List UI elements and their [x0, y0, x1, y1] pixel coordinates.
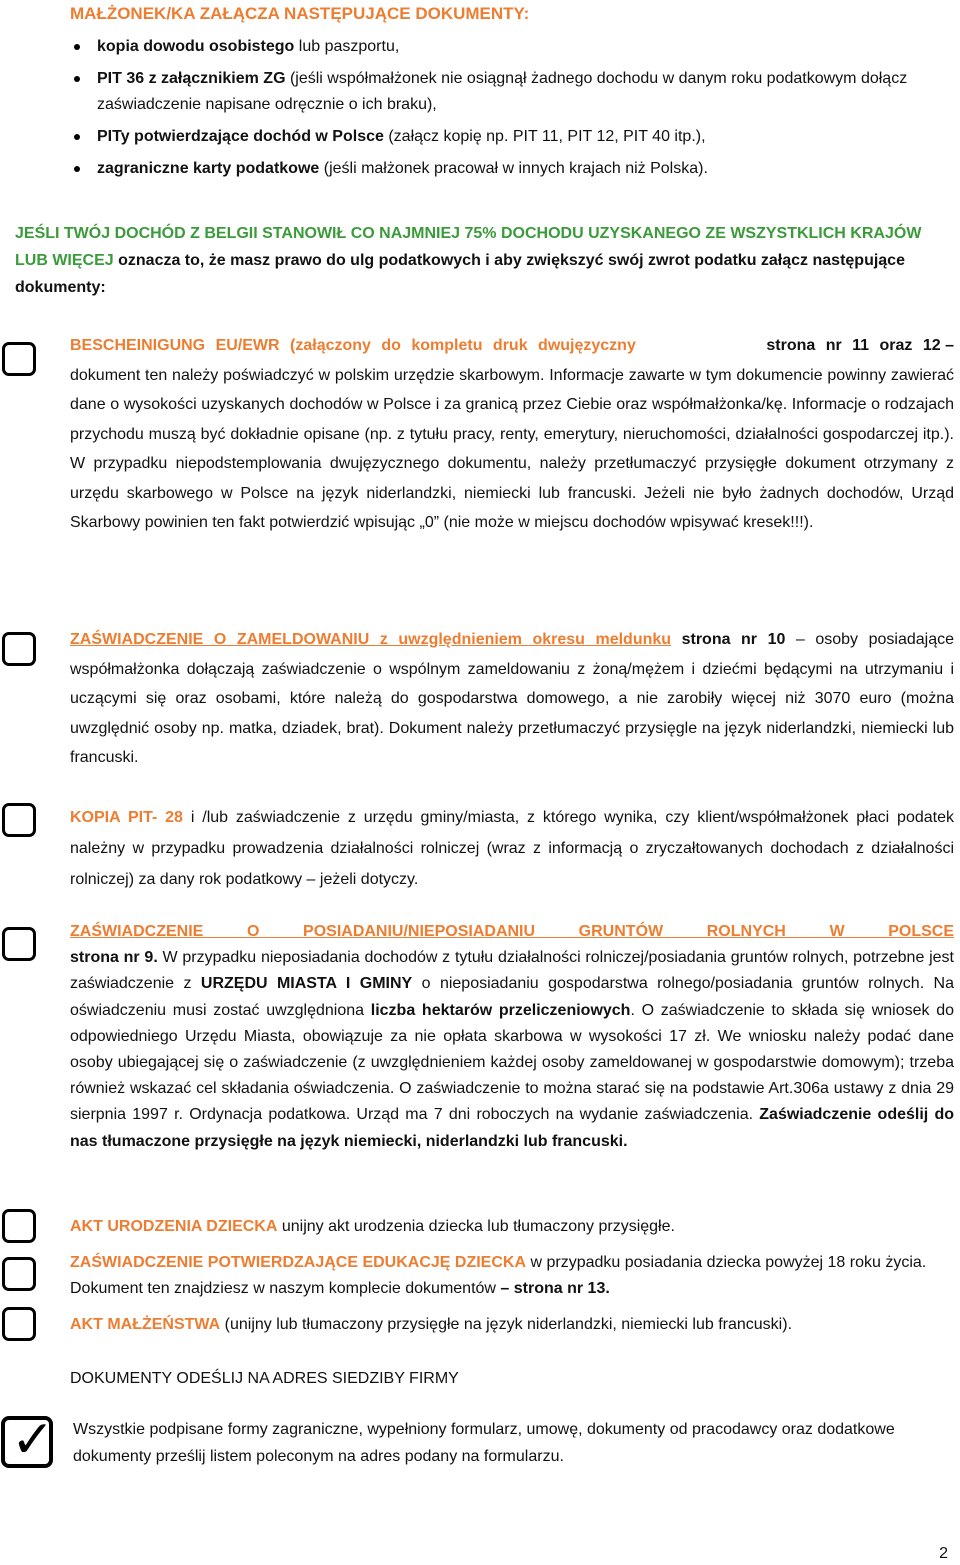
item-education: ZAŚWIADCZENIE POTWIERDZAJĄCE EDUKACJĘ DZIECKA w przypadku posiadania dziecka powyżej 18 roku życia. Dokument ten znajdziesz w naszym komplecie dokumentów – strona nr 13.: [70, 1254, 927, 1297]
checkbox-birth-certificate[interactable]: [2, 1209, 36, 1243]
checkbox-education[interactable]: [2, 1257, 36, 1291]
checkbox-marriage-certificate[interactable]: [2, 1307, 36, 1341]
notice-highlight: JEŚLI TWÓJ DOCHÓD Z BELGII STANOWIŁ CO NAJMNIEJ 75% DOCHODU UZYSKANEGO ZE WSZYSTKLICH KRAJÓW LUB WIĘCEJ: [15, 225, 922, 269]
item-marriage-certificate: AKT MAŁŻEŃSTWA (unijny lub tłumaczony przysięgłe na język niderlandzki, niemiecki lub francuski).: [70, 1316, 793, 1333]
list-item: kopia dowodu osobistego lub paszportu,: [60, 34, 940, 60]
final-note: Wszystkie podpisane formy zagraniczne, wypełniony formularz, umowę, dokumenty od pracodawcy oraz dodatkowe dokumenty prześlij listem poleconym na adres podany na formularzu.: [73, 1421, 895, 1465]
notice-text: oznacza to, że masz prawo do ulg podatkowych i aby zwiększyć swój zwrot podatku załącz następujące dokumenty:: [15, 252, 905, 296]
spouse-documents-heading: MAŁŻONEK/KA ZAŁĄCZA NASTĘPUJĄCE DOKUMENTY:: [70, 4, 530, 23]
checkbox-checked[interactable]: [1, 1410, 55, 1470]
list-item: PIT 36 z załącznikiem ZG (jeśli współmałżonek nie osiągnął żadnego dochodu w danym roku podatkowym dołącz zaświadczenie napisane odręcznie o ich braku),: [60, 66, 940, 118]
item-pit28: KOPIA PIT- 28 i /lub zaświadczenie z urzędu gminy/miasta, z którego wynika, czy klient/współmałżonek płaci podatek należny w przypadku prowadzenia działalności rolniczej (wraz z informacją o zryczałtowanych dochodach z działalności rolniczej) za dany rok podatkowy – jeżeli dotyczy.: [70, 809, 954, 888]
list-item: PITy potwierdzające dochód w Polsce (załącz kopię np. PIT 11, PIT 12, PIT 40 itp.),: [60, 124, 940, 150]
page-number: 2: [939, 1545, 948, 1562]
item-bescheinigung: BESCHEINIGUNG EU/EWR (załączony do kompletu druk dwujęzyczny strona nr 11 oraz 12 – dokument ten należy poświadczyć w polskim urzędzie skarbowym. Informacje zawarte w tym dokumencie powinny zawierać dane o wysokości uzyskanych dochodów w Polsce i za granicą przez Ciebie oraz współmałżonka/kę. Informacje o rodzajach przychodu muszą być dokładnie opisane (np. z tytułu pracy, renty, emerytury, nieruchomości, działalności gospodarczej itp.). W przypadku niepodstemplowania dwujęzycznego dokumentu, należy przetłumaczyć przysięgłe dokument otrzymany z urzędu skarbowego w Polsce na język niderlandzki, niemiecki lub francuski. Jeżeli nie było żadnych dochodów, Urząd Skarbowy powinien ten fakt potwierdzić wpisując „0” (nie może w miejscu dochodów wpisywać kresek!!!).: [70, 337, 954, 531]
item-zameldowanie: ZAŚWIADCZENIE O ZAMELDOWANIU z uwzględnieniem okresu meldunku strona nr 10 – osoby posiadające współmałżonka dołączają zaświadczenie o wspólnym zameldowaniu z żoną/mężem i dziećmi będącymi na utrzymaniu i uczącymi się oraz osobami, które należą do gospodarstwa domowego, a nie zarobiły więcej niż 3070 euro (można uwzględnić osoby np. matka, dziadek, brat). Dokument należy przetłumaczyć przysięgle na język niderlandzki, niemiecki lub francuski.: [70, 631, 954, 766]
checkbox-pit28[interactable]: [2, 803, 36, 837]
list-item: zagraniczne karty podatkowe (jeśli małżonek pracował w innych krajach niż Polska).: [60, 156, 940, 182]
send-documents-heading: DOKUMENTY ODEŚLIJ NA ADRES SIEDZIBY FIRMY: [70, 1370, 459, 1387]
tax-relief-notice: [15, 220, 945, 301]
item-birth-certificate: AKT URODZENIA DZIECKA unijny akt urodzenia dziecka lub tłumaczony przysięgłe.: [70, 1218, 675, 1235]
check-icon: ✓: [11, 1410, 55, 1470]
spouse-documents-list: [60, 34, 940, 188]
item-grunty: ZAŚWIADCZENIE O POSIADANIU/NIEPOSIADANIU GRUNTÓW ROLNYCH W POLSCE strona nr 9. W przypadku nieposiadania dochodów z tytułu działalności rolniczej/posiadania gruntów rolnych, potrzebne jest zaświadczenie z URZĘDU MIASTA I GMINY o nieposiadaniu gospodarstwa rolnego/posiadania gruntów rolnych. Na oświadczeniu musi zostać uwzględniona liczba hektarów przeliczeniowych. O zaświadczenie to składa się wniosek do odpowiedniego Urzędu Miasta, obowiązuje za nie opłata skarbowa w wysokości 17 zł. We wniosku należy podać dane osoby ubiegającej się o zaświadczenie (z uwzględnieniem każdej osoby zameldowanej w gospodarstwie domowym); trzeba również wskazać cel składania oświadczenia. O zaświadczenie to można starać się na podstawie Art.306a ustawy z dnia 29 sierpnia 1997 r. Ordynacja podatkowa. Urząd ma 7 dni roboczych na wydanie zaświadczenia. Zaświadczenie odeślij do nas tłumaczone przysięgłe na język niemiecki, niderlandzki lub francuski.: [70, 923, 955, 1150]
checkbox-bescheinigung[interactable]: [2, 342, 36, 376]
checkbox-grunty[interactable]: [2, 927, 36, 961]
checkbox-zameldowanie[interactable]: [2, 632, 36, 666]
